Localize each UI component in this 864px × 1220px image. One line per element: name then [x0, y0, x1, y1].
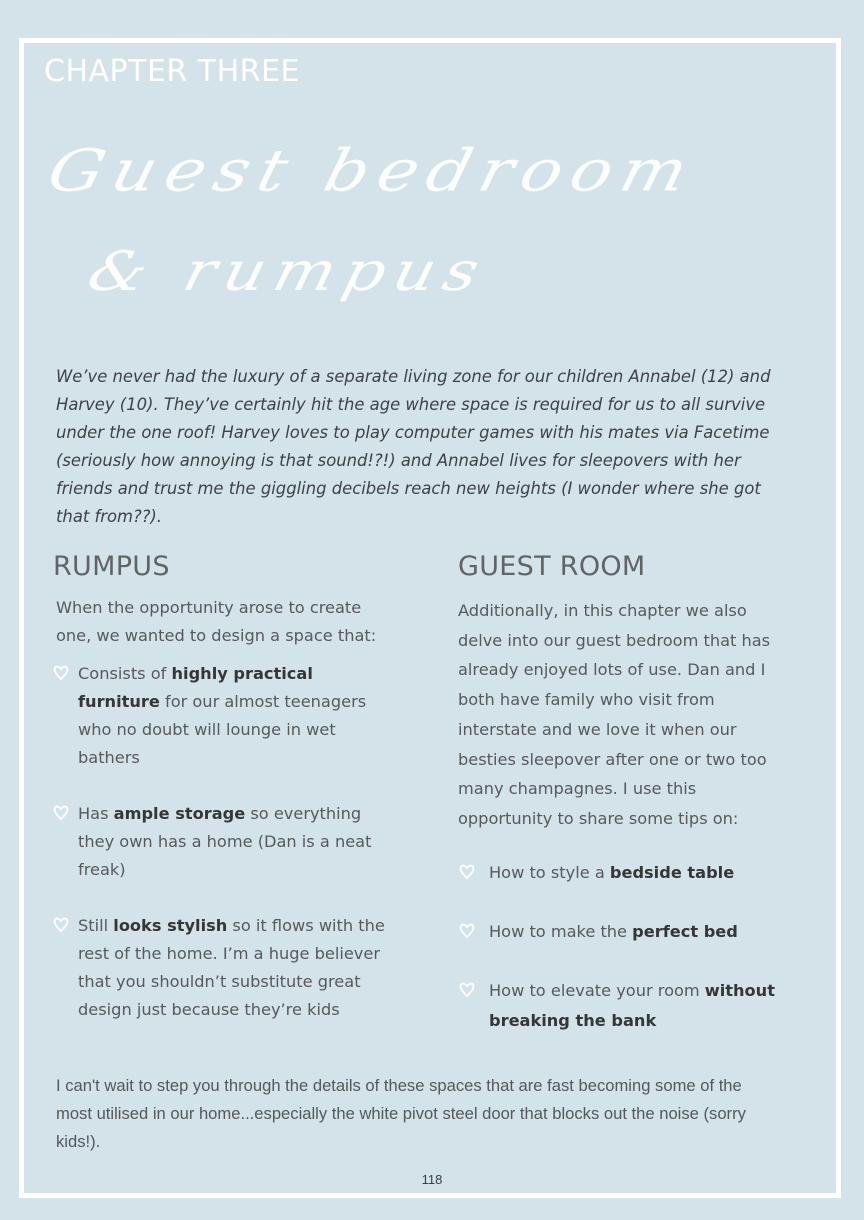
- bullet-text: so it flows with the rest of the home. I’m a huge believer that you shouldn’t substitute great design just because they’re kids: [78, 916, 385, 1019]
- guest-room-heading: GUEST ROOM: [458, 551, 646, 582]
- list-item: [56, 660, 386, 772]
- bullet-emphasis: bedside table: [609, 863, 735, 882]
- bullet-emphasis: perfect bed: [632, 922, 738, 941]
- bullet-text: for our almost teenagers who no doubt will lounge in wet bathers: [78, 692, 367, 767]
- rumpus-bullet-list: [56, 660, 386, 1052]
- bullet-text: so everything they own has a home (Dan is a neat freak): [78, 804, 372, 879]
- list-item: [56, 800, 386, 884]
- rumpus-intro-text: When the opportunity arose to create one, we wanted to design a space that:: [56, 598, 377, 645]
- guest-room-intro-text: Additionally, in this chapter we also delve into our guest bedroom that has already enjoyed lots of use. Dan and I both have family who visit from interstate and we love it when our besties sleepover after one or two too many champagnes. I use this opportunity to share some tips on:: [458, 601, 771, 828]
- bullet-emphasis: without breaking the bank: [489, 981, 775, 1030]
- bullet-text: How to style a: [489, 863, 610, 882]
- bullet-text: How to make the: [489, 922, 633, 941]
- guest-room-bullet-list: [458, 858, 798, 1065]
- heart-icon: [52, 664, 70, 682]
- heart-icon: [458, 922, 476, 940]
- bullet-text: Consists of: [78, 664, 172, 683]
- heart-icon: [52, 916, 70, 934]
- bullet-text: Still: [78, 916, 114, 935]
- list-item: [458, 858, 798, 888]
- bullet-emphasis: ample storage: [113, 804, 246, 823]
- guest-room-intro: [458, 596, 788, 834]
- rumpus-intro: [56, 594, 396, 650]
- heart-icon: [52, 804, 70, 822]
- bullet-text: How to elevate your room: [489, 981, 705, 1000]
- page-title-line1: Guest bedroom: [41, 138, 704, 206]
- closing-paragraph: I can't wait to step you through the details of these spaces that are fast becoming some of the most utilised in our home...especially the white pivot steel door that blocks out the noise (sorry kids!).: [56, 1076, 746, 1151]
- bullet-emphasis: looks stylish: [113, 916, 228, 935]
- list-item: [458, 917, 798, 947]
- rumpus-heading: RUMPUS: [53, 551, 170, 582]
- list-item: [56, 912, 386, 1024]
- page-title-line2: & rumpus: [81, 240, 495, 304]
- chapter-label: CHAPTER THREE: [44, 54, 300, 89]
- heart-icon: [458, 981, 476, 999]
- bullet-emphasis: highly practical furniture: [78, 664, 313, 711]
- list-item: [458, 976, 798, 1036]
- page-number: 118: [421, 1172, 443, 1187]
- bullet-text: Has: [78, 804, 114, 823]
- heart-icon: [458, 863, 476, 881]
- intro-paragraph: We’ve never had the luxury of a separate living zone for our children Annabel (12) and Harvey (10). They’ve certainly hit the age where space is required for us to all survive under the one roof! Harvey loves to play computer games with his mates via Facetime (seriously how annoying is that sound!?!) and Annabel lives for sleepovers with her friends and trust me the giggling decibels reach new heights (I wonder where she got that from??).: [56, 367, 771, 526]
